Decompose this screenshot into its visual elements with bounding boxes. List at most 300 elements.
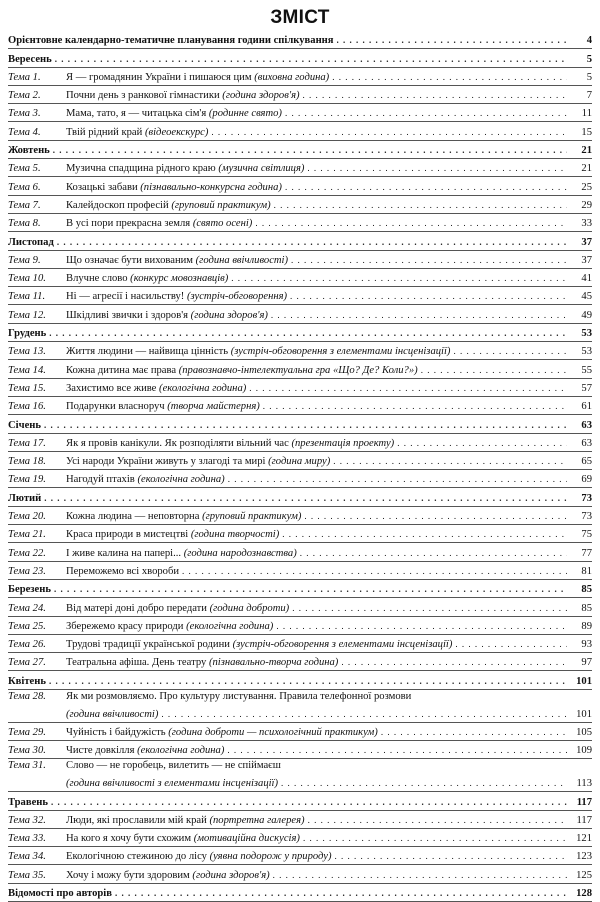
page-number: 21 (581, 145, 592, 157)
topic-label: Тема 17. (8, 437, 46, 449)
topic-label: Тема 19. (8, 474, 46, 486)
topic-entry[interactable] (8, 379, 592, 397)
topic-entry[interactable] (8, 543, 592, 561)
entry-text: Орієнтовне календарно-тематичне планування години спілкування (8, 35, 334, 47)
topic-entry[interactable] (8, 68, 592, 86)
topic-note: (свято осені) (192, 218, 253, 230)
topic-label: Тема 5. (8, 163, 41, 175)
entry-body (8, 675, 570, 688)
page-number: 65 (581, 456, 592, 468)
topic-label: Тема 32. (8, 814, 46, 826)
leader-dots (303, 89, 567, 102)
entry-body (66, 638, 570, 651)
leader-dots (115, 887, 567, 900)
page-number: 113 (576, 778, 592, 790)
topic-note: (екологічна година) (137, 474, 225, 486)
entry-body (66, 602, 570, 615)
topic-note: (зустріч-обговорення з елементами інсценізації) (232, 639, 453, 651)
topic-note: (година народознавства) (183, 547, 297, 559)
entry-body (66, 620, 570, 633)
topic-text: Кожна людина — неповторна (66, 511, 200, 523)
leader-dots (53, 144, 567, 157)
month-header[interactable] (8, 141, 592, 159)
entry-body (66, 217, 570, 230)
topic-note: (екологічна година) (186, 620, 274, 632)
topic-entry[interactable] (8, 269, 592, 287)
entry-line-2 (66, 708, 570, 721)
outro-entry[interactable] (8, 884, 592, 902)
entry-body (66, 437, 570, 450)
leader-dots (228, 473, 567, 486)
topic-text: Я — громадянин України і пишаюся цим (66, 71, 252, 83)
page-number: 101 (576, 708, 592, 720)
entry-body (8, 419, 570, 432)
month-name: Березень (8, 584, 51, 596)
topic-text: Люди, які прославили мій край (66, 814, 207, 826)
entry-body (8, 583, 570, 596)
topic-entry[interactable] (8, 342, 592, 360)
page-number: 53 (581, 328, 592, 340)
entry-body (66, 162, 570, 175)
topic-label: Тема 2. (8, 90, 41, 102)
page-number: 11 (581, 108, 592, 120)
entry-body (66, 869, 570, 882)
topic-label: Тема 20. (8, 511, 46, 523)
topic-note: (презентація проекту) (291, 437, 395, 449)
entry-body (8, 144, 570, 157)
leader-dots (292, 602, 567, 615)
topic-text: Козацькі забави (66, 181, 138, 193)
month-name: Січень (8, 419, 41, 431)
entry-line-2 (66, 777, 570, 790)
topic-note: (правознавчо-інтелектуальна гра «Що? Де? Коли?») (178, 364, 418, 376)
page-number: 97 (581, 657, 592, 669)
leader-dots (397, 437, 567, 450)
page-number: 105 (576, 726, 592, 738)
page-number: 4 (586, 35, 592, 47)
entry-text: Відомості про авторів (8, 888, 112, 900)
topic-text: Життя людини — найвища цінність (66, 346, 229, 358)
topic-note: (відеоекскурс) (144, 126, 209, 138)
topic-text: Переможемо всі хвороби (66, 565, 180, 577)
topic-text: Що означає бути вихованим (66, 254, 193, 266)
page-number: 75 (581, 529, 592, 541)
page-number: 85 (581, 584, 592, 596)
entry-body (66, 400, 570, 413)
topic-entry[interactable] (8, 86, 592, 104)
topic-label: Тема 14. (8, 364, 46, 376)
leader-dots (335, 850, 568, 863)
entry-body (66, 759, 570, 790)
topic-text: Калейдоскоп професій (66, 199, 169, 211)
topic-note: (пізнавально-творча година) (208, 657, 339, 669)
topic-note: (портретна галерея) (209, 814, 305, 826)
month-header[interactable] (8, 232, 592, 250)
topic-text: Шкідливі звички і здоров'я (66, 309, 189, 321)
page-number: 45 (581, 291, 592, 303)
topic-text: Краса природи в мистецтві (66, 529, 189, 541)
month-header[interactable] (8, 488, 592, 506)
topic-entry[interactable] (8, 598, 592, 616)
leader-dots (300, 547, 567, 560)
topic-text: Нагодуй птахів (66, 474, 135, 486)
page-number: 69 (581, 474, 592, 486)
entry-body (66, 382, 570, 395)
page-number: 101 (576, 675, 592, 687)
topic-label: Тема 21. (8, 529, 46, 541)
topic-label: Тема 16. (8, 401, 46, 413)
entry-body (66, 744, 570, 757)
entry-body (66, 510, 570, 523)
month-header[interactable] (8, 671, 592, 689)
topic-note: (груповий практикум) (202, 511, 302, 523)
topic-label: Тема 9. (8, 254, 41, 266)
topic-text: Чуйність і байдужість (66, 726, 166, 738)
entry-body (8, 53, 570, 66)
topic-text: Усі народи України живуть у злагоді та мирі (66, 456, 266, 468)
topic-label: Тема 28. (8, 690, 46, 702)
page-number: 5 (586, 53, 592, 65)
page-number: 123 (576, 851, 592, 863)
topic-text: Кожна дитина має права (66, 364, 177, 376)
entry-body (66, 309, 570, 322)
topic-label: Тема 7. (8, 199, 41, 211)
entry-body (8, 796, 570, 809)
leader-dots (290, 290, 567, 303)
leader-dots (263, 400, 567, 413)
page-number: 121 (576, 833, 592, 845)
topic-text: Як я провів канікули. Як розподіляти вільний час (66, 437, 289, 449)
topic-text: Влучне слово (66, 273, 128, 285)
entry-body (66, 71, 570, 84)
entry-body (66, 364, 570, 377)
leader-dots (421, 364, 567, 377)
topic-note: (година доброти) (209, 602, 290, 614)
leader-dots (274, 199, 567, 212)
month-name: Лютий (8, 492, 42, 504)
topic-text: Як ми розмовляємо. Про культуру листування. Правила телефонної розмови (66, 690, 412, 702)
leader-dots (44, 492, 567, 505)
topic-text: Хочу і можу бути здоровим (66, 869, 190, 881)
topic-note: (година здоров'я) (222, 90, 300, 102)
topic-text: Театральна афіша. День театру (66, 657, 207, 669)
topic-entry[interactable] (8, 507, 592, 525)
page-number: 73 (581, 492, 592, 504)
month-name: Грудень (8, 328, 47, 340)
leader-dots (341, 656, 567, 669)
month-header[interactable] (8, 580, 592, 598)
entry-wrap (66, 759, 570, 790)
month-name: Вересень (8, 53, 52, 65)
topic-text: Екологічною стежиною до лісу (66, 851, 207, 863)
page-number: 53 (581, 346, 592, 358)
leader-dots (337, 34, 567, 47)
intro-entry[interactable] (8, 31, 592, 49)
entry-wrap (66, 690, 570, 721)
topic-note: (година доброти — психологічний практикум) (168, 726, 378, 738)
page-number: 77 (581, 547, 592, 559)
topic-text: Подарунки власноруч (66, 401, 165, 413)
month-header[interactable] (8, 324, 592, 342)
topic-note: (година здоров'я) (190, 309, 268, 321)
page-title: ЗМІСТ (270, 7, 330, 28)
topic-note: (груповий практикум) (171, 199, 271, 211)
leader-dots (57, 236, 567, 249)
topic-note: (конкурс мовознавців) (130, 273, 229, 285)
topic-text: Чисте довкілля (66, 745, 135, 757)
month-name: Листопад (8, 236, 54, 248)
topic-entry[interactable] (8, 434, 592, 452)
topic-text: Почни день з ранкової гімнастики (66, 90, 220, 102)
leader-dots (161, 708, 567, 721)
topic-entry[interactable] (8, 104, 592, 122)
entry-body (66, 254, 570, 267)
topic-label: Тема 6. (8, 181, 41, 193)
topic-note: (зустріч-обговорення з елементами інсценізації) (230, 346, 451, 358)
leader-dots (282, 528, 567, 541)
leader-dots (455, 638, 567, 651)
entry-body (66, 126, 570, 139)
topic-entry[interactable] (8, 829, 592, 847)
topic-entry[interactable] (8, 723, 592, 741)
topic-entry[interactable] (8, 122, 592, 140)
leader-dots (227, 744, 567, 757)
topic-label: Тема 12. (8, 309, 46, 321)
topic-label: Тема 25. (8, 620, 46, 632)
page-number: 15 (581, 126, 592, 138)
topic-note: (творча майстерня) (167, 401, 260, 413)
page-number: 5 (586, 71, 592, 83)
entry-body (66, 199, 570, 212)
leader-dots (54, 583, 567, 596)
topic-label: Тема 1. (8, 71, 41, 83)
page-number: 81 (581, 565, 592, 577)
topic-label: Тема 27. (8, 657, 46, 669)
leader-dots (271, 309, 567, 322)
topic-label: Тема 8. (8, 218, 41, 230)
entry-body (8, 236, 570, 249)
entry-body (66, 455, 570, 468)
topic-label: Тема 33. (8, 833, 46, 845)
topic-note: (година здоров'я) (192, 869, 270, 881)
leader-dots (453, 345, 567, 358)
entry-body (66, 547, 570, 560)
topic-label: Тема 13. (8, 346, 46, 358)
leader-dots (182, 565, 567, 578)
topic-label: Тема 10. (8, 273, 46, 285)
page-number: 109 (576, 745, 592, 757)
page-number: 7 (586, 90, 592, 102)
page-number: 125 (576, 869, 592, 881)
topic-entry[interactable] (8, 360, 592, 378)
leader-dots (304, 510, 567, 523)
topic-text: Від матері доні добро передати (66, 602, 207, 614)
page-number: 128 (576, 888, 592, 900)
page-number: 117 (576, 796, 592, 808)
topic-entry[interactable] (8, 525, 592, 543)
topic-entry[interactable] (8, 251, 592, 269)
topic-label: Тема 18. (8, 456, 46, 468)
leader-dots (231, 272, 567, 285)
entry-body (66, 290, 570, 303)
page-number: 37 (581, 236, 592, 248)
entry-body (66, 473, 570, 486)
topic-entry[interactable] (8, 159, 592, 177)
topic-note: (година ввічливості) (66, 708, 159, 720)
topic-label: Тема 22. (8, 547, 46, 559)
topic-text: Твій рідний край (66, 126, 143, 138)
entry-body (66, 850, 570, 863)
leader-dots (55, 53, 567, 66)
toc-list (8, 49, 592, 883)
leader-dots (307, 162, 567, 175)
topic-text: Слово — не горобець, вилетить — не спіймаєш (66, 760, 281, 772)
topic-note: (пізнавально-конкурсна година) (140, 181, 282, 193)
page-number: 73 (581, 511, 592, 523)
page-number: 85 (581, 602, 592, 614)
leader-dots (51, 796, 567, 809)
topic-text: Мама, тато, я — читацька сім'я (66, 108, 207, 120)
topic-entry[interactable] (8, 759, 592, 792)
topic-text: На кого я хочу бути схожим (66, 833, 192, 845)
entry-body (8, 887, 570, 900)
page-number: 29 (581, 199, 592, 211)
leader-dots (273, 869, 567, 882)
entry-body (8, 327, 570, 340)
entry-body (66, 528, 570, 541)
page-number: 41 (581, 273, 592, 285)
topic-entry[interactable] (8, 690, 592, 723)
entry-body (66, 832, 570, 845)
topic-entry[interactable] (8, 635, 592, 653)
topic-label: Тема 4. (8, 126, 41, 138)
leader-dots (381, 726, 567, 739)
entry-body (66, 726, 570, 739)
entry-body (66, 656, 570, 669)
entry-body (66, 565, 570, 578)
leader-dots (285, 107, 567, 120)
topic-text: Музична спадщина рідного краю (66, 163, 216, 175)
topic-note: (година ввічливості з елементами інсценізації) (66, 778, 279, 790)
topic-entry[interactable] (8, 653, 592, 671)
topic-note: (екологічна година) (159, 382, 247, 394)
topic-text: Захистимо все живе (66, 382, 157, 394)
topic-note: (музична світлиця) (218, 163, 305, 175)
topic-note: (екологічна година) (137, 745, 225, 757)
topic-label: Тема 11. (8, 291, 46, 303)
topic-entry[interactable] (8, 811, 592, 829)
topic-entry[interactable] (8, 470, 592, 488)
page-number: 61 (581, 401, 592, 413)
page-number: 33 (581, 218, 592, 230)
month-header[interactable] (8, 49, 592, 67)
month-header[interactable] (8, 792, 592, 810)
topic-label: Тема 31. (8, 760, 46, 772)
topic-entry[interactable] (8, 287, 592, 305)
month-header[interactable] (8, 415, 592, 433)
month-name: Квітень (8, 675, 46, 687)
topic-entry[interactable] (8, 741, 592, 759)
page-number: 63 (581, 437, 592, 449)
page-number: 55 (581, 364, 592, 376)
topic-text: Трудові традиції української родини (66, 639, 230, 651)
topic-note: (уявна подорож у природу) (209, 851, 332, 863)
topic-entry[interactable] (8, 617, 592, 635)
topic-note: (виховна година) (254, 71, 330, 83)
topic-entry[interactable] (8, 305, 592, 323)
topic-label: Тема 24. (8, 602, 46, 614)
topic-entry[interactable] (8, 452, 592, 470)
topic-entry[interactable] (8, 397, 592, 415)
topic-label: Тема 26. (8, 639, 46, 651)
leader-dots (49, 675, 567, 688)
topic-entry[interactable] (8, 214, 592, 232)
leader-dots (333, 455, 567, 468)
page-number: 49 (581, 309, 592, 321)
topic-note: (година творчості) (190, 529, 280, 541)
leader-dots (211, 126, 567, 139)
leader-dots (308, 814, 567, 827)
page-number: 57 (581, 382, 592, 394)
topic-note: (родинне свято) (208, 108, 282, 120)
topic-label: Тема 3. (8, 108, 41, 120)
entry-body (66, 814, 570, 827)
topic-label: Тема 35. (8, 869, 46, 881)
entry-body (8, 34, 570, 47)
leader-dots (249, 382, 567, 395)
topic-text: Збережемо красу природи (66, 620, 184, 632)
leader-dots (281, 777, 567, 790)
leader-dots (332, 71, 567, 84)
page-number: 37 (581, 254, 592, 266)
topic-entry[interactable] (8, 865, 592, 883)
topic-label: Тема 34. (8, 851, 46, 863)
page-number: 63 (581, 419, 592, 431)
month-name: Жовтень (8, 145, 50, 157)
topic-label: Тема 30. (8, 745, 46, 757)
page-number: 117 (576, 814, 592, 826)
topic-entry[interactable] (8, 177, 592, 195)
leader-dots (49, 327, 567, 340)
page-number: 93 (581, 639, 592, 651)
topic-label: Тема 15. (8, 382, 46, 394)
entry-body (66, 345, 570, 358)
topic-text: В усі пори прекрасна земля (66, 218, 191, 230)
topic-note: (мотиваційна дискусія) (193, 833, 300, 845)
page-number: 89 (581, 620, 592, 632)
topic-label: Тема 29. (8, 726, 46, 738)
leader-dots (303, 832, 567, 845)
page-number: 21 (581, 163, 592, 175)
leader-dots (44, 419, 567, 432)
entry-body (66, 89, 570, 102)
topic-entry[interactable] (8, 196, 592, 214)
entry-body (66, 181, 570, 194)
leader-dots (285, 181, 567, 194)
page-number: 25 (581, 181, 592, 193)
leader-dots (291, 254, 567, 267)
month-name: Травень (8, 796, 48, 808)
topic-text: Ні — агресії і насильству! (66, 291, 185, 303)
topic-note: (зустріч-обговорення) (186, 291, 288, 303)
entry-body (8, 492, 570, 505)
entry-body (66, 272, 570, 285)
topic-entry[interactable] (8, 847, 592, 865)
topic-note: (година ввічливості) (195, 254, 289, 266)
topic-entry[interactable] (8, 562, 592, 580)
entry-body (66, 107, 570, 120)
leader-dots (276, 620, 567, 633)
